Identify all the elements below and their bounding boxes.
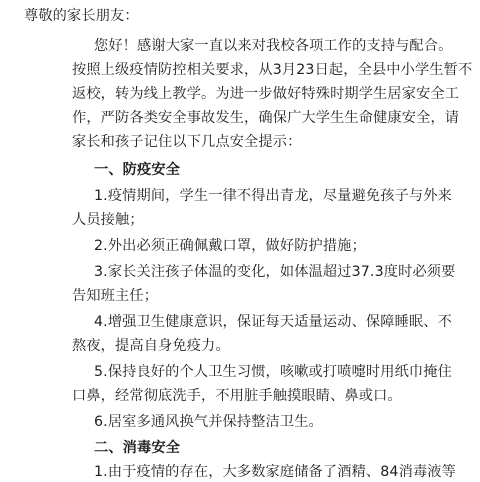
greeting: 尊敬的家长朋友： [24,8,139,24]
list-item: 人员接触； [72,212,144,228]
intro-line: 返校，转为线上教学。为进一步做好特殊时期学生居家安全工 [72,86,460,102]
list-item: 2.外出必须正确佩戴口罩，做好防护措施； [94,238,366,254]
intro-line: 作，严防各类安全事故发生，确保广大学生生命健康安全，请 [72,110,460,126]
intro-line: 按照上级疫情防控相关要求，从3月23日起，全县中小学生暂不 [72,62,473,78]
list-item: 3.家长关注孩子体温的变化，如体温超过37.3度时必须要 [94,264,456,280]
intro-line: 家长和孩子记住以下几点安全提示： [72,134,302,150]
section-heading-epidemic: 一、防疫安全 [94,162,181,178]
list-item: 口鼻，经常彻底洗手，不用脏手触摸眼睛、鼻或口。 [72,388,402,404]
list-item: 1.由于疫情的存在，大多数家庭储备了酒精、84消毒液等 [94,464,456,480]
list-item: 1.疫情期间，学生一律不得出青龙，尽量避免孩子与外来 [94,188,452,204]
intro-line: 您好！感谢大家一直以来对我校各项工作的支持与配合。 [94,38,453,54]
list-item: 告知班主任； [72,288,159,304]
list-item: 5.保持良好的个人卫生习惯，咳嗽或打喷嚏时用纸巾掩住 [94,364,452,380]
list-item: 6.居室多通风换气并保持整洁卫生。 [94,414,323,430]
section-heading-disinfection: 二、消毒安全 [94,440,181,456]
list-item: 4.增强卫生健康意识，保证每天适量运动、保障睡眠、不 [94,314,452,330]
list-item: 熬夜，提高自身免疫力。 [72,338,230,354]
